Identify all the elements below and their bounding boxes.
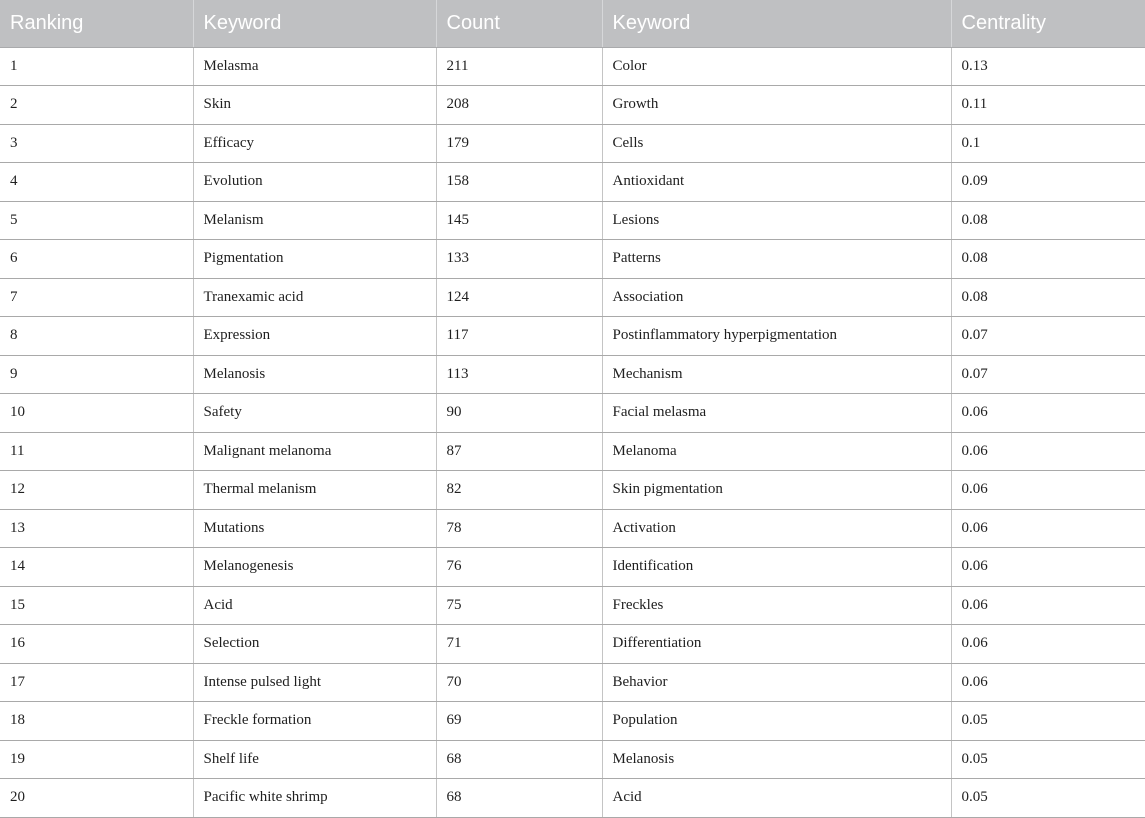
cell-count: 158 <box>436 163 602 202</box>
cell-ranking: 9 <box>0 355 193 394</box>
cell-keyword-2: Identification <box>602 548 951 587</box>
cell-keyword: Skin <box>193 86 436 125</box>
table-row <box>0 86 1145 125</box>
table-row <box>0 163 1145 202</box>
cell-keyword: Tranexamic acid <box>193 278 436 317</box>
cell-keyword: Selection <box>193 625 436 664</box>
cell-keyword-2: Behavior <box>602 663 951 702</box>
cell-centrality: 0.08 <box>951 278 1145 317</box>
table-row <box>0 471 1145 510</box>
cell-ranking: 15 <box>0 586 193 625</box>
cell-count: 78 <box>436 509 602 548</box>
cell-keyword-2: Freckles <box>602 586 951 625</box>
cell-ranking: 13 <box>0 509 193 548</box>
cell-centrality: 0.05 <box>951 702 1145 741</box>
table-header <box>0 0 1145 47</box>
cell-keyword-2: Postinflammatory hyperpigmentation <box>602 317 951 356</box>
cell-keyword-2: Activation <box>602 509 951 548</box>
cell-count: 71 <box>436 625 602 664</box>
cell-count: 69 <box>436 702 602 741</box>
cell-centrality: 0.08 <box>951 240 1145 279</box>
table-row <box>0 394 1145 433</box>
cell-keyword-2: Growth <box>602 86 951 125</box>
cell-keyword-2: Melanoma <box>602 432 951 471</box>
table-row <box>0 278 1145 317</box>
cell-centrality: 0.06 <box>951 586 1145 625</box>
cell-ranking: 14 <box>0 548 193 587</box>
cell-keyword-2: Cells <box>602 124 951 163</box>
cell-count: 179 <box>436 124 602 163</box>
table-row <box>0 240 1145 279</box>
cell-keyword: Evolution <box>193 163 436 202</box>
cell-centrality: 0.06 <box>951 509 1145 548</box>
table-row <box>0 47 1145 86</box>
cell-keyword-2: Antioxidant <box>602 163 951 202</box>
cell-centrality: 0.05 <box>951 740 1145 779</box>
table-row <box>0 355 1145 394</box>
cell-ranking: 10 <box>0 394 193 433</box>
cell-ranking: 7 <box>0 278 193 317</box>
cell-count: 82 <box>436 471 602 510</box>
cell-keyword-2: Melanosis <box>602 740 951 779</box>
table-row <box>0 317 1145 356</box>
header-centrality: Centrality <box>951 0 1145 47</box>
table-row <box>0 702 1145 741</box>
cell-count: 133 <box>436 240 602 279</box>
header-keyword-centrality: Keyword <box>602 0 951 47</box>
cell-centrality: 0.11 <box>951 86 1145 125</box>
cell-ranking: 17 <box>0 663 193 702</box>
cell-keyword: Safety <box>193 394 436 433</box>
cell-count: 76 <box>436 548 602 587</box>
header-keyword-count: Keyword <box>193 0 436 47</box>
cell-keyword-2: Lesions <box>602 201 951 240</box>
cell-keyword: Expression <box>193 317 436 356</box>
cell-keyword: Freckle formation <box>193 702 436 741</box>
cell-ranking: 8 <box>0 317 193 356</box>
table-row <box>0 779 1145 818</box>
cell-keyword: Pacific white shrimp <box>193 779 436 818</box>
cell-keyword: Melanogenesis <box>193 548 436 587</box>
cell-count: 211 <box>436 47 602 86</box>
cell-keyword: Mutations <box>193 509 436 548</box>
table-row <box>0 548 1145 587</box>
cell-centrality: 0.13 <box>951 47 1145 86</box>
cell-centrality: 0.07 <box>951 317 1145 356</box>
cell-keyword: Melanosis <box>193 355 436 394</box>
table-row <box>0 201 1145 240</box>
cell-centrality: 0.05 <box>951 779 1145 818</box>
cell-count: 145 <box>436 201 602 240</box>
cell-keyword: Acid <box>193 586 436 625</box>
cell-count: 68 <box>436 740 602 779</box>
cell-keyword-2: Acid <box>602 779 951 818</box>
table-body <box>0 47 1145 817</box>
cell-keyword: Thermal melanism <box>193 471 436 510</box>
header-count: Count <box>436 0 602 47</box>
table-row <box>0 124 1145 163</box>
header-ranking: Ranking <box>0 0 193 47</box>
cell-ranking: 16 <box>0 625 193 664</box>
cell-count: 124 <box>436 278 602 317</box>
cell-centrality: 0.06 <box>951 548 1145 587</box>
cell-keyword-2: Patterns <box>602 240 951 279</box>
cell-ranking: 2 <box>0 86 193 125</box>
cell-count: 75 <box>436 586 602 625</box>
cell-centrality: 0.1 <box>951 124 1145 163</box>
cell-centrality: 0.08 <box>951 201 1145 240</box>
cell-count: 117 <box>436 317 602 356</box>
table-row <box>0 740 1145 779</box>
header-row <box>0 0 1145 47</box>
cell-count: 70 <box>436 663 602 702</box>
table-row <box>0 509 1145 548</box>
cell-keyword: Melasma <box>193 47 436 86</box>
cell-ranking: 11 <box>0 432 193 471</box>
cell-centrality: 0.06 <box>951 663 1145 702</box>
cell-keyword-2: Population <box>602 702 951 741</box>
cell-keyword-2: Association <box>602 278 951 317</box>
cell-keyword-2: Color <box>602 47 951 86</box>
cell-count: 68 <box>436 779 602 818</box>
cell-centrality: 0.06 <box>951 394 1145 433</box>
cell-ranking: 19 <box>0 740 193 779</box>
cell-count: 87 <box>436 432 602 471</box>
cell-count: 113 <box>436 355 602 394</box>
cell-keyword: Intense pulsed light <box>193 663 436 702</box>
cell-ranking: 4 <box>0 163 193 202</box>
cell-ranking: 6 <box>0 240 193 279</box>
cell-keyword-2: Facial melasma <box>602 394 951 433</box>
cell-count: 90 <box>436 394 602 433</box>
cell-centrality: 0.07 <box>951 355 1145 394</box>
cell-centrality: 0.06 <box>951 432 1145 471</box>
cell-ranking: 18 <box>0 702 193 741</box>
cell-ranking: 5 <box>0 201 193 240</box>
cell-ranking: 12 <box>0 471 193 510</box>
table-row <box>0 625 1145 664</box>
cell-keyword-2: Mechanism <box>602 355 951 394</box>
cell-centrality: 0.06 <box>951 471 1145 510</box>
cell-keyword-2: Differentiation <box>602 625 951 664</box>
cell-keyword: Pigmentation <box>193 240 436 279</box>
cell-keyword: Malignant melanoma <box>193 432 436 471</box>
table-row <box>0 663 1145 702</box>
cell-keyword-2: Skin pigmentation <box>602 471 951 510</box>
cell-keyword: Melanism <box>193 201 436 240</box>
cell-centrality: 0.09 <box>951 163 1145 202</box>
cell-centrality: 0.06 <box>951 625 1145 664</box>
table-row <box>0 586 1145 625</box>
cell-keyword: Shelf life <box>193 740 436 779</box>
cell-ranking: 1 <box>0 47 193 86</box>
cell-keyword: Efficacy <box>193 124 436 163</box>
table-row <box>0 432 1145 471</box>
cell-count: 208 <box>436 86 602 125</box>
cell-ranking: 20 <box>0 779 193 818</box>
cell-ranking: 3 <box>0 124 193 163</box>
